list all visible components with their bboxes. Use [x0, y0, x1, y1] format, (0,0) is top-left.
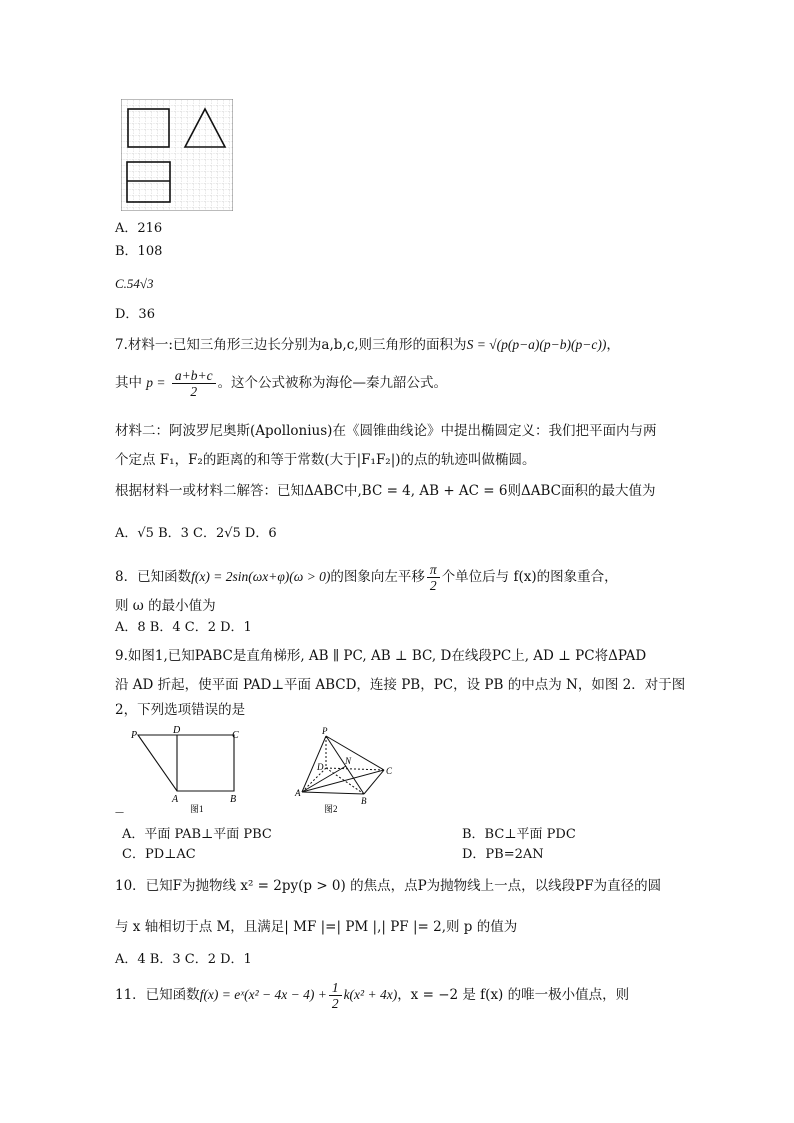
- fig2-label-a: A: [295, 788, 301, 798]
- three-view-figure: [121, 99, 233, 211]
- q6-option-a[interactable]: A．216: [115, 221, 163, 236]
- q9-option-c[interactable]: C．PD⊥AC: [122, 847, 196, 862]
- fig2-caption: 图2: [324, 804, 338, 814]
- q6-option-b[interactable]: B．108: [115, 244, 163, 259]
- q9-line-2: 沿 AD 折起，使平面 PAD⊥平面 ABCD，连接 PB，PC，设 PB 的中点为 N，如图 2．对于图: [115, 677, 686, 693]
- q9-line-3: 2，下列选项错误的是: [115, 702, 246, 718]
- fig1-label-a: A: [172, 794, 179, 805]
- fig2-label-b: B: [361, 796, 367, 806]
- q8-line-1: 8．已知函数f(x) = 2sin(ωx+φ)(ω > 0)的图象向左平移 $\frac{\pi}{2}$ 个单位后与 f(x)的图象重合，: [115, 562, 618, 593]
- fig1-label-b: B: [230, 794, 237, 805]
- q9-option-b[interactable]: B．BC⊥平面 PDC: [462, 827, 576, 842]
- q6-option-c[interactable]: C.54√3: [115, 276, 154, 291]
- q6-option-d[interactable]: D．36: [115, 307, 155, 322]
- q8-function: f(x) = 2sin(ωx+φ)(ω > 0): [191, 569, 331, 584]
- q10-options[interactable]: A．4 B．3 C．2 D．1: [115, 952, 252, 967]
- figure-2-pyramid: [290, 726, 410, 816]
- fig2-label-n: N: [345, 756, 352, 766]
- fig1-label-d: D: [173, 726, 181, 736]
- heron-formula: S = √(p(p−a)(p−b)(p−c)): [466, 337, 607, 352]
- q10-line-1: 10．已知F为抛物线 x² = 2py(p > 0) 的焦点，点P为抛物线上一点，以线段PF为直径的圆: [115, 878, 662, 894]
- q7-options[interactable]: A．√5 B．3 C．2√5 D．6: [115, 526, 277, 541]
- fig1-label-c: C: [232, 730, 239, 741]
- q9-option-a[interactable]: A．平面 PAB⊥平面 PBC: [122, 827, 272, 842]
- q7-line-3: 材料二：阿波罗尼奥斯(Apollonius)在《圆锥曲线论》中提出椭圆定义：我们把平面内与两: [115, 423, 657, 439]
- q9-option-d[interactable]: D．PB=2AN: [462, 847, 544, 862]
- half-fraction: $\frac{1}{2}$: [329, 980, 342, 1011]
- fig1-label-p: P: [131, 730, 138, 741]
- q9-line-1: 9.如图1,已知PABC是直角梯形, AB ∥ PC, AB ⊥ BC, D在线段PC上, AD ⊥ PC将ΔPAD: [115, 648, 647, 664]
- fig2-label-p: P: [322, 726, 328, 736]
- q10-line-2: 与 x 轴相切于点 M，且满足| MF |=| PM |,| PF |= 2,则 p 的值为: [115, 919, 518, 935]
- q8-options[interactable]: A．8 B．4 C．2 D．1: [115, 620, 252, 635]
- q7-line-1: 7.材料一:已知三角形三边长分别为a,b,c,则三角形的面积为S = √(p(p−a)(p−b)(p−c))，: [115, 337, 620, 353]
- q9-mark: —: [115, 808, 124, 818]
- q8-line-2: 则 ω 的最小值为: [115, 598, 216, 614]
- q7-line-5: 根据材料一或材料二解答：已知ΔABC中,BC = 4, AB + AC = 6则ΔABC面积的最大值为: [115, 483, 656, 499]
- fig1-caption: 图1: [190, 804, 204, 814]
- shift-fraction: $\frac{\pi}{2}$: [427, 562, 440, 593]
- q7-line-4: 个定点 F₁，F₂的距离的和等于常数(大于|F₁F₂|)的点的轨迹叫做椭圆。: [115, 452, 536, 468]
- fig2-label-d: D: [317, 762, 324, 772]
- q11-function: f(x) = eˣ(x² − 4x − 4) +: [199, 987, 327, 1002]
- p-fraction: $\frac{a+b+c}{2}$: [172, 368, 216, 399]
- fig2-label-c: C: [386, 766, 393, 776]
- figure-1-trapezoid: [122, 726, 290, 814]
- q7-line-2: 其中 p = $\frac{a+b+c}{2}$ 。这个公式被称为海伦—秦九韶公式。: [115, 368, 448, 399]
- q11-line-1: 11．已知函数f(x) = eˣ(x² − 4x − 4) + $\frac{1}{2}$ k(x² + 4x)，x = −2 是 f(x) 的唯一极小值点，则: [115, 980, 630, 1011]
